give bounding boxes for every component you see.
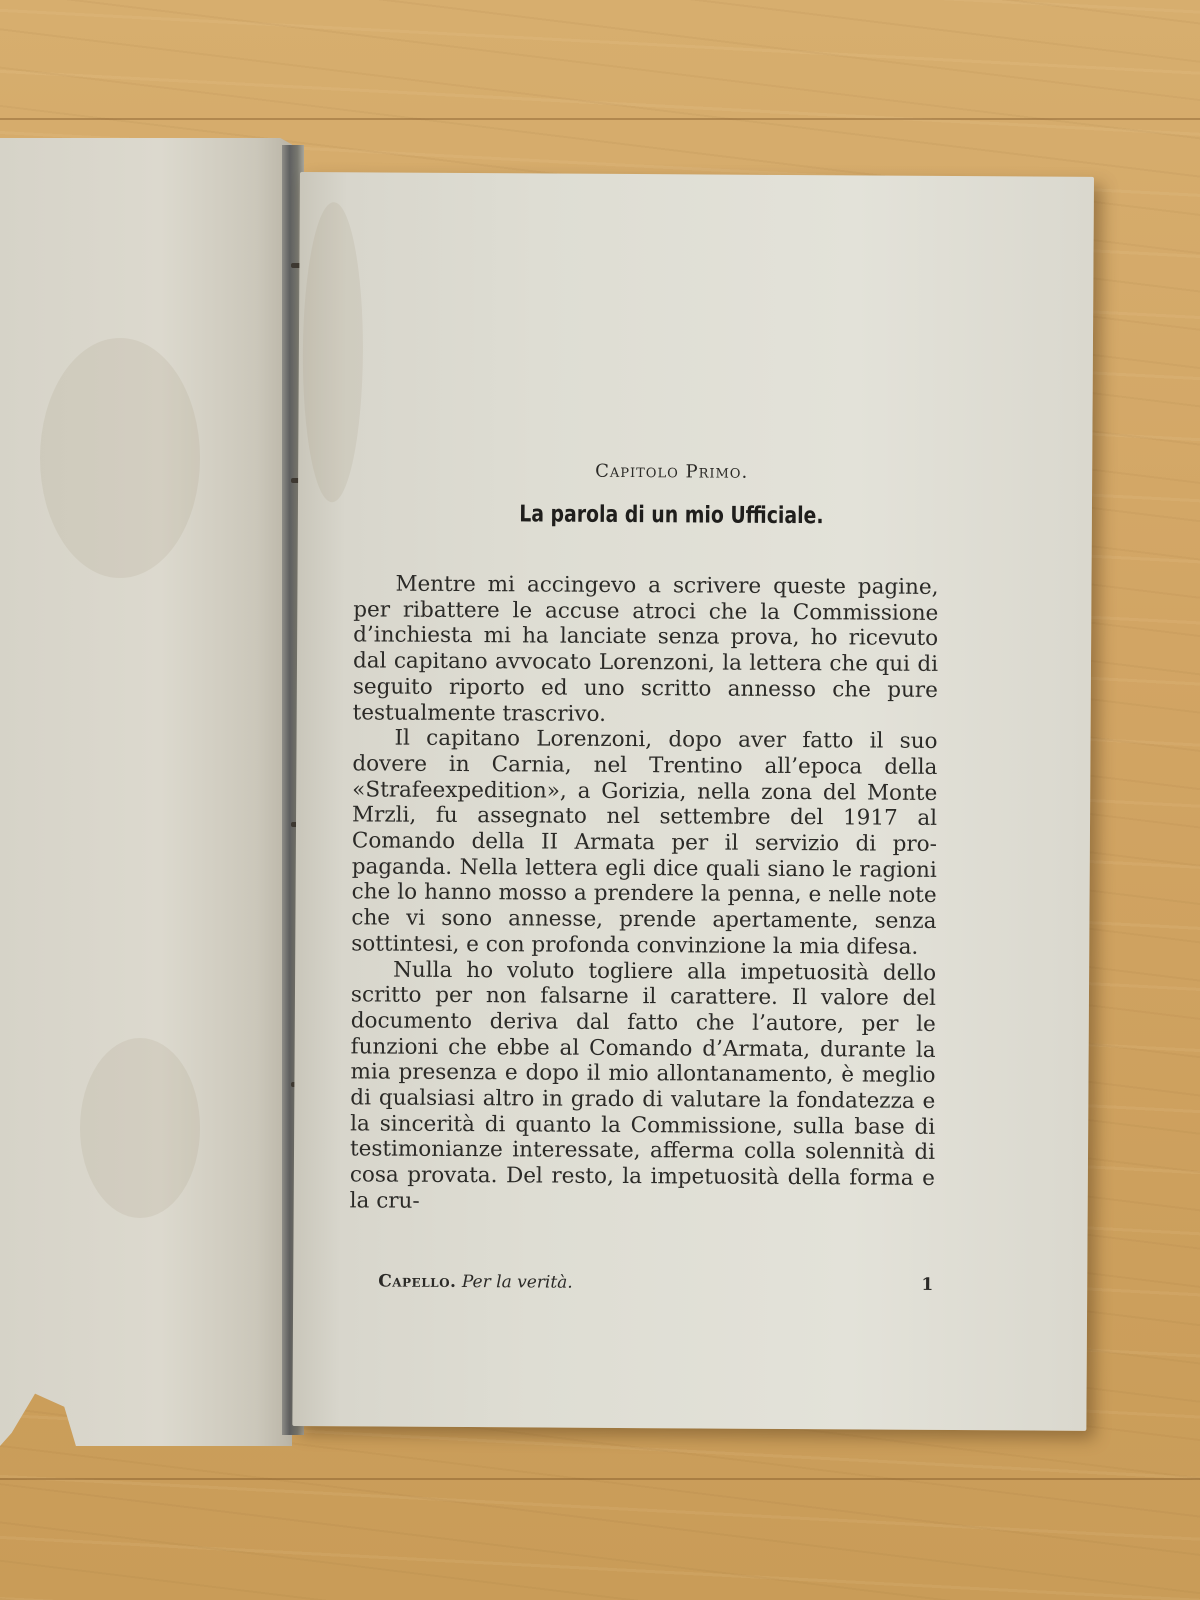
chapter-label: Capitolo Primo.	[595, 460, 749, 483]
chapter-title: La parola di un mio Ufficiale.	[519, 501, 824, 530]
body-text	[350, 571, 939, 1217]
running-footer-author: Capello.	[378, 1271, 457, 1292]
page-number: 1	[921, 1274, 934, 1295]
page-stain	[302, 202, 364, 502]
paragraph: Mentre mi accingevo a scrivere queste pagine, per ribattere le accuse atroci che la Commissione d’inchiesta mi ha lanciate senza prova, ho ricevuto dal capitano avvocato Lorenzoni, la lettera che qui di seguito riporto ed uno scritto annesso che pure testualmente trascrivo.	[352, 571, 939, 727]
page-stain	[40, 338, 200, 578]
paragraph: Il capitano Lorenzoni, dopo aver fatto il suo dovere in Carnia, nel Trentino all’epoca della «Strafeexpedition», a Gorizia, nella zona del Monte Mrzli, fu assegnato nel settembre del 1917 al Comando della II Armata per il servizio di propaganda. Nella lettera egli dice quali siano le ragioni che lo hanno mosso a prendere la penna, e nelle note che vi sono annesse, prende apertamente, senza sottintesi, e con profonda convinzione la mia difesa.	[351, 725, 938, 960]
paragraph: Nulla ho voluto togliere alla impetuosità dello scritto per non falsarne il carattere. Il valore del documento deriva dal fatto che l’autore, per le funzioni che ebbe al Comando d’Armata, durante la mia presenza e dopo il mio allontanamento, è meglio di qualsiasi altro in grado di valutare la fondatezza e la sincerità di quanto la Commissione, sulla base di testimonianze interessate, afferma colla solennità di cosa provata. Del resto, la impetuosità della forma e la cru-	[349, 957, 937, 1214]
page-text-block	[350, 459, 940, 1217]
left-page	[0, 138, 292, 1446]
page-stain	[80, 1038, 200, 1218]
right-page	[292, 172, 1094, 1431]
table-plank-seam	[0, 1478, 1200, 1480]
table-plank-seam	[0, 118, 1200, 120]
page-footer	[378, 1271, 933, 1294]
running-footer-title: Per la verità.	[461, 1272, 573, 1293]
